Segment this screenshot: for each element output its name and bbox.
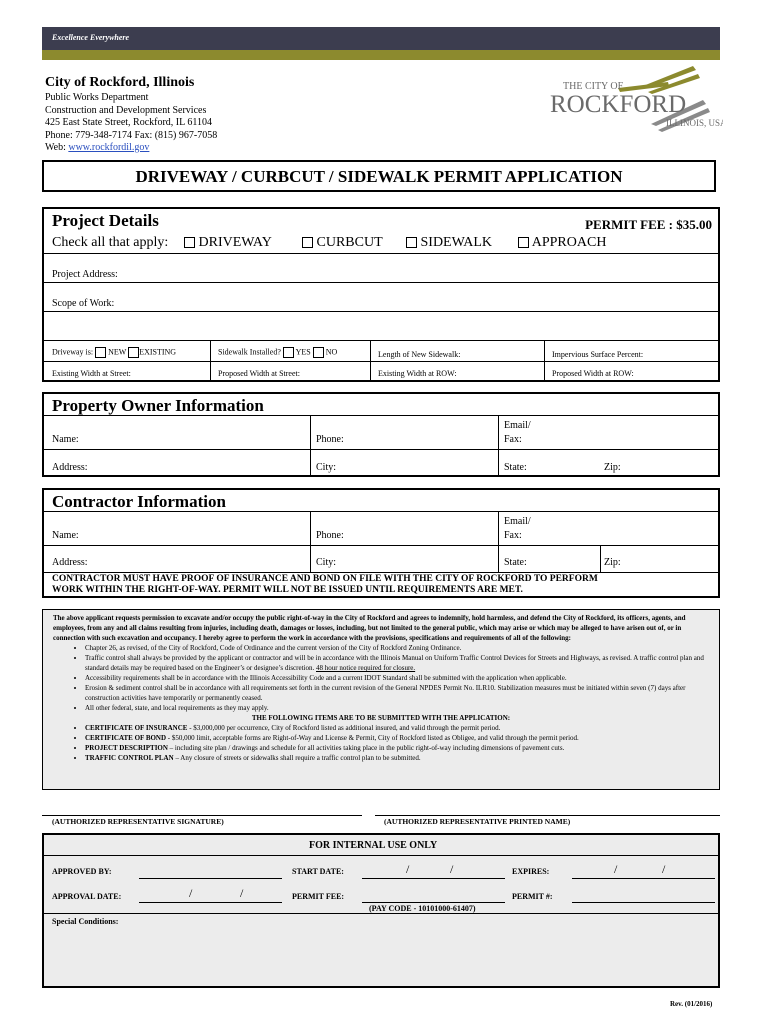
revision-label: Rev. (01/2016) <box>670 1000 713 1008</box>
sidewalk-installed-row <box>218 347 337 358</box>
owner-email-field[interactable]: Email/ <box>504 420 531 431</box>
terms-item: • Chapter 26, as revised, of the City of Rockford, Code of Ordinance and the current version of the City of Rockford Zoning Ordinance. <box>85 643 709 653</box>
logo-bottom-text: ILLINOIS, USA <box>666 118 723 128</box>
contractor-phone-field[interactable]: Phone: <box>316 530 344 541</box>
approved-by-line[interactable] <box>139 878 282 879</box>
header-band <box>42 27 720 50</box>
web-line <box>45 142 217 155</box>
approval-date-slash: / <box>240 886 244 900</box>
new-label: NEW <box>108 347 127 357</box>
submit-item: • TRAFFIC CONTROL PLAN – Any closure of streets or sidewalks shall require a traffic control plan to be submitted. <box>85 753 709 763</box>
start-date-slash: / <box>406 862 410 876</box>
web-label: Web: <box>45 142 66 153</box>
approval-date-slash: / <box>189 886 193 900</box>
property-owner-section <box>42 392 720 477</box>
owner-address-field[interactable]: Address: <box>52 462 88 473</box>
logo-graphic <box>548 64 723 134</box>
owner-fax-field[interactable]: Fax: <box>504 434 522 445</box>
proposed-width-street-field[interactable]: Proposed Width at Street: <box>218 369 300 378</box>
contractor-section <box>42 488 720 598</box>
divider <box>44 253 718 254</box>
divider <box>44 361 718 362</box>
curbcut-label: CURBCUT <box>316 235 383 250</box>
divider <box>310 415 311 477</box>
terms-item: • Accessibility requirements shall be in accordance with the Illinois Accessibility Code and a current IDOT Standard shall be submitted with the application when applicable. <box>85 673 709 683</box>
permit-fee-line[interactable] <box>362 902 505 903</box>
scope-of-work-field[interactable]: Scope of Work: <box>52 298 115 309</box>
divider <box>498 415 499 477</box>
permit-fee-label: PERMIT FEE: <box>292 892 345 901</box>
option-sidewalk[interactable] <box>406 235 492 251</box>
divider <box>44 449 718 450</box>
contractor-state-field[interactable]: State: <box>504 557 527 568</box>
contractor-name-field[interactable]: Name: <box>52 530 79 541</box>
project-details-section <box>42 207 720 382</box>
contractor-zip-field[interactable]: Zip: <box>604 557 621 568</box>
start-date-label: START DATE: <box>292 867 344 876</box>
no-label: NO <box>325 347 338 357</box>
property-owner-heading: Property Owner Information <box>52 396 264 415</box>
signature-label: (AUTHORIZED REPRESENTATIVE SIGNATURE) <box>52 817 224 826</box>
contractor-city-field[interactable]: City: <box>316 557 337 568</box>
division: Construction and Development Services <box>45 104 207 116</box>
divider <box>44 415 718 416</box>
form-title: DRIVEWAY / CURBCUT / SIDEWALK PERMIT APPLICATION <box>42 160 716 192</box>
sidewalk-installed-label: Sidewalk Installed? <box>218 347 281 357</box>
owner-name-field[interactable]: Name: <box>52 434 79 445</box>
driveway-checkbox[interactable] <box>184 237 195 248</box>
length-new-sidewalk-field[interactable]: Length of New Sidewalk: <box>378 350 461 359</box>
terms-intro: The above applicant requests permission to excavate and/or occupy the public right-of-way in the City of Rockford and agrees to indemnify, hold harmless, and defend the City of Rockford, its officers, agents, and employees, from any and all claims resulting from injuries, including death, damages or losses, including, but not limited to the general public, which may arise or which may be alleged to have arisen out of, or in connection with such excavation and occupancy. I hereby agree to perform the work in accordance with the provisions, specifications and requirements of all of the following: <box>53 614 686 642</box>
approach-label: APPROACH <box>531 235 607 250</box>
header-accent-band <box>42 50 720 60</box>
new-checkbox[interactable] <box>95 347 106 358</box>
existing-width-row-field[interactable]: Existing Width at ROW: <box>378 369 457 378</box>
printed-name-line[interactable] <box>375 815 720 816</box>
logo-main-text: ROCKFORD <box>550 91 687 118</box>
divider <box>44 311 718 312</box>
driveway-is-row <box>52 347 176 358</box>
yes-label: YES <box>295 347 311 357</box>
phone-fax: Phone: 779-348-7174 Fax: (815) 967-7058 <box>45 129 218 141</box>
signature-line[interactable] <box>42 815 362 816</box>
insurance-notice-line-2: WORK WITHIN THE RIGHT-OF-WAY. PERMIT WILL NOT BE ISSUED UNTIL REQUIREMENTS ARE MET. <box>52 585 523 595</box>
sidewalk-label: SIDEWALK <box>420 235 493 250</box>
divider <box>44 913 718 914</box>
submit-heading: THE FOLLOWING ITEMS ARE TO BE SUBMITTED WITH THE APPLICATION: <box>251 714 511 722</box>
curbcut-checkbox[interactable] <box>302 237 313 248</box>
existing-width-street-field[interactable]: Existing Width at Street: <box>52 369 131 378</box>
expires-slash: / <box>614 862 618 876</box>
insurance-notice-line-1: CONTRACTOR MUST HAVE PROOF OF INSURANCE AND BOND ON FILE WITH THE CITY OF ROCKFORD TO PERFORM <box>52 574 598 584</box>
divider <box>310 511 311 572</box>
printed-name-label: (AUTHORIZED REPRESENTATIVE PRINTED NAME) <box>384 817 571 826</box>
closure-notice: 48 hour notice required for closure. <box>316 664 416 672</box>
approval-date-label: APPROVAL DATE: <box>52 892 122 901</box>
submit-list <box>53 723 709 763</box>
owner-state-field[interactable]: State: <box>504 462 527 473</box>
impervious-field[interactable]: Impervious Surface Percent: <box>552 350 644 359</box>
web-link[interactable]: www.rockfordil.gov <box>68 142 150 153</box>
owner-phone-field[interactable]: Phone: <box>316 434 344 445</box>
divider <box>44 572 718 573</box>
driveway-label: DRIVEWAY <box>198 235 272 250</box>
project-address-field[interactable]: Project Address: <box>52 269 118 280</box>
permit-fee: PERMIT FEE : $35.00 <box>585 217 712 232</box>
project-details-heading: Project Details <box>52 211 159 230</box>
check-label: Check all that apply: <box>52 235 169 250</box>
terms-item: • All other federal, state, and local requirements as they may apply. <box>85 703 709 713</box>
no-checkbox[interactable] <box>313 347 324 358</box>
divider <box>44 511 718 512</box>
approved-by-label: APPROVED BY: <box>52 867 112 876</box>
driveway-is-label: Driveway is: <box>52 347 94 357</box>
city-name: City of Rockford, Illinois <box>45 75 195 90</box>
start-date-slash: / <box>450 862 454 876</box>
sidewalk-checkbox[interactable] <box>406 237 417 248</box>
yes-checkbox[interactable] <box>283 347 294 358</box>
start-date-line[interactable] <box>362 878 505 879</box>
logo-top-text: THE CITY OF <box>563 81 624 92</box>
terms-item: • Traffic control shall always be provided by the applicant or contractor and will be in accordance with the Illinois Manual on Uniform Traffic Control Devices for Streets and Highways, as revised. A traffic control plan and standard details may be required based on the Engineer’s or designee’s discretion. 48 hour notice required for closure. <box>85 653 709 673</box>
submit-item: • CERTIFICATE OF INSURANCE - $3,000,000 per occurrence, City of Rockford listed as additional insured, and valid through the permit period. <box>85 723 709 733</box>
special-conditions-field[interactable]: Special Conditions: <box>52 917 119 926</box>
internal-use-section <box>42 833 720 988</box>
expires-slash: / <box>662 862 666 876</box>
permit-number-line[interactable] <box>572 902 715 903</box>
contractor-heading: Contractor Information <box>52 492 226 511</box>
tagline: Excellence Everywhere <box>52 33 130 42</box>
approach-checkbox[interactable] <box>518 237 529 248</box>
divider <box>44 855 718 856</box>
existing-checkbox[interactable] <box>128 347 139 358</box>
permit-number-label: PERMIT #: <box>512 892 553 901</box>
street-address: 425 East State Street, Rockford, IL 61104 <box>45 117 213 128</box>
divider <box>44 340 718 341</box>
expires-line[interactable] <box>572 878 715 879</box>
existing-label: EXISTING <box>139 347 177 357</box>
contractor-email-field[interactable]: Email/ <box>504 516 531 527</box>
contractor-fax-field[interactable]: Fax: <box>504 530 522 541</box>
rockford-logo <box>548 64 723 134</box>
option-approach[interactable] <box>518 235 606 251</box>
submit-item: • CERTIFICATE OF BOND - $50,000 limit, acceptable forms are Right-of-Way and License & Permit, City of Rockford listed as Obligee, and valid through the permit period. <box>85 733 709 743</box>
divider <box>498 511 499 572</box>
owner-city-field[interactable]: City: <box>316 462 337 473</box>
divider <box>44 282 718 283</box>
terms-block <box>42 609 720 790</box>
submit-item: • PROJECT DESCRIPTION – including site plan / drawings and schedule for all activities taking place in the public right-of-way including dimensions of pavement cuts. <box>85 743 709 753</box>
approval-date-line[interactable] <box>139 902 282 903</box>
divider <box>600 545 601 572</box>
option-driveway[interactable] <box>184 235 272 251</box>
proposed-width-row-field[interactable]: Proposed Width at ROW: <box>552 369 634 378</box>
option-curbcut[interactable] <box>302 235 383 251</box>
pay-code: (PAY CODE - 10101000-61407) <box>369 904 476 913</box>
terms-list <box>53 643 709 713</box>
contractor-address-field[interactable]: Address: <box>52 557 88 568</box>
department: Public Works Department <box>45 92 149 103</box>
contact-block <box>45 92 217 155</box>
owner-zip-field[interactable]: Zip: <box>604 462 621 473</box>
terms-item: • Erosion & sediment control shall be in accordance with all requirements set forth in the current revision of the General NPDES Permit No. ILR10. Stabilization measures must be initiated within seven (7) days after construction activities have temporarily or permanently ceased. <box>85 683 709 703</box>
internal-heading: FOR INTERNAL USE ONLY <box>309 840 438 851</box>
divider <box>44 545 718 546</box>
expires-label: EXPIRES: <box>512 867 550 876</box>
